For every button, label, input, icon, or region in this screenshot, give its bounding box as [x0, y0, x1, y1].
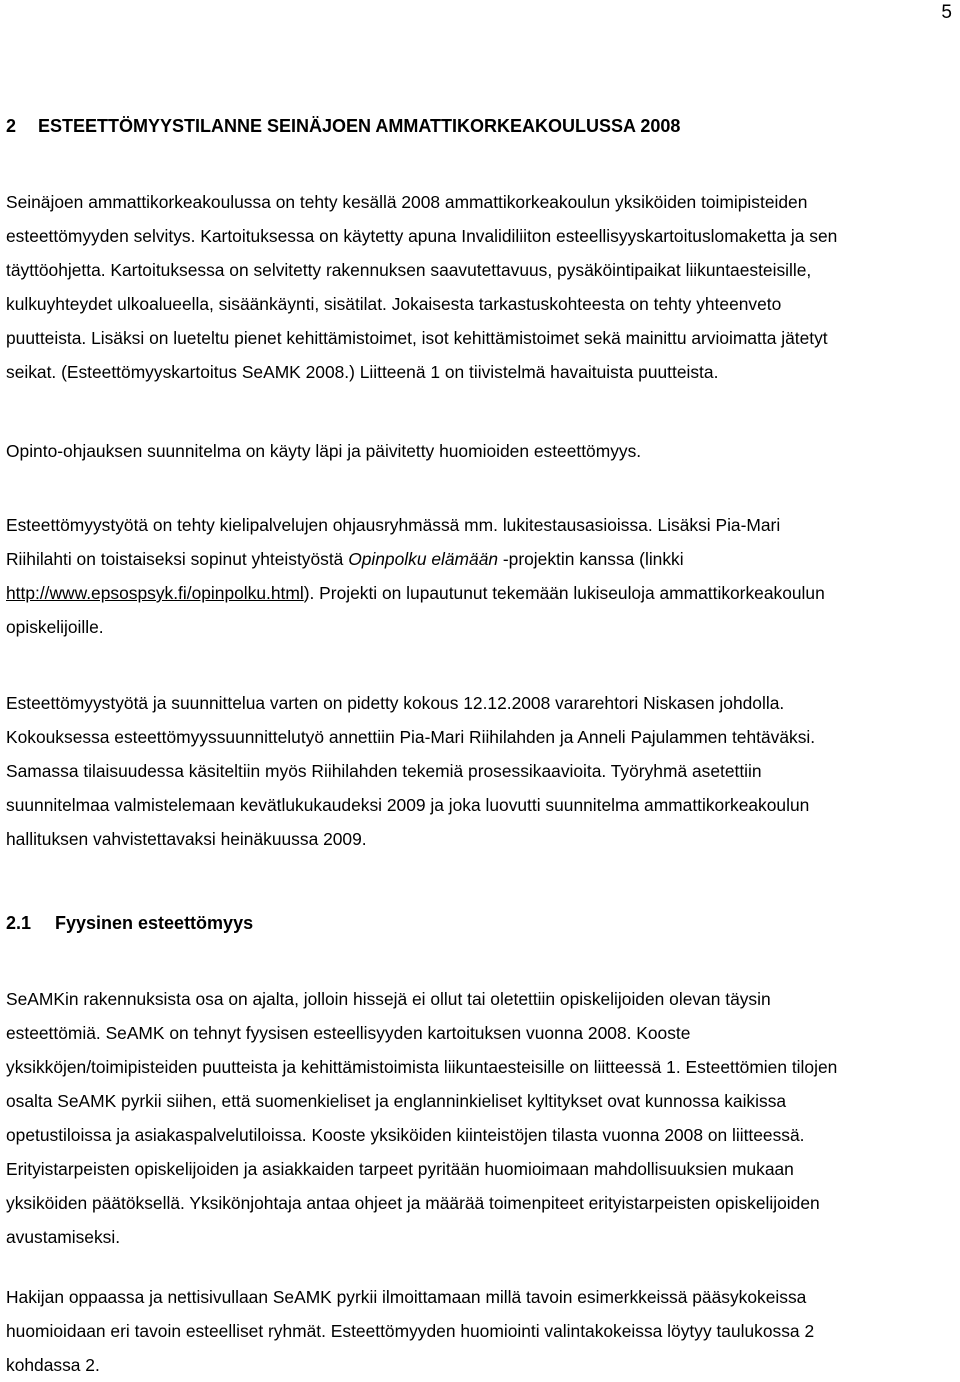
paragraph-line: opetustiloissa ja asiakaspalvelutiloissa. Kooste yksiköiden kiinteistöjen tilasta vuonna 2008 on liitteessä. — [6, 1125, 805, 1145]
paragraph-line: suunnitelmaa valmistelemaan kevätlukukaudeksi 2009 ja joka luovutti suunnitelma ammattikorkeakoulun — [6, 795, 810, 815]
paragraph-line: puutteista. Lisäksi on lueteltu pienet kehittämistoimet, isot kehittämistoimet sekä mainittu arvioimatta jätetyt — [6, 328, 828, 348]
subsection-heading — [6, 913, 253, 934]
paragraph-line: Seinäjoen ammattikorkeakoulussa on tehty kesällä 2008 ammattikorkeakoulun yksiköiden toimipisteiden — [6, 192, 808, 212]
paragraph-line: kohdassa 2. — [6, 1355, 100, 1375]
paragraph-line: hallituksen vahvistettavaksi heinäkuussa 2009. — [6, 829, 367, 849]
subsection-number: 2.1 — [6, 913, 32, 933]
paragraph-line: Kokouksessa esteettömyyssuunnittelutyö annettiin Pia-Mari Riihilahden ja Anneli Pajulammen tehtäväksi. — [6, 727, 816, 747]
paragraph-line: seikat. (Esteettömyyskartoitus SeAMK 2008.) Liitteenä 1 on tiivistelmä havaituista puutteista. — [6, 362, 719, 382]
paragraph-line: Erityistarpeisten opiskelijoiden ja asiakkaiden tarpeet pyritään huomioimaan mahdollisuuksien mukaan — [6, 1159, 794, 1179]
paragraph-line: Esteettömyystyötä ja suunnittelua varten on pidetty kokous 12.12.2008 vararehtori Niskasen johdolla. — [6, 693, 785, 713]
paragraph-line: osalta SeAMK pyrkii siihen, että suomenkieliset ja englanninkieliset kyltitykset ovat kunnossa kaikissa — [6, 1091, 787, 1111]
section-heading — [6, 116, 680, 137]
paragraph-meeting — [6, 686, 950, 856]
paragraph-line: SeAMKin rakennuksista osa on ajalta, jolloin hissejä ei ollut tai oletettiin opiskelijoiden olevan täysin — [6, 989, 771, 1009]
paragraph-line: kulkuyhteydet ulkoalueella, sisäänkäynti, sisätilat. Jokaisesta tarkastuskohteesta on tehty yhteenveto — [6, 294, 782, 314]
paragraph-line — [6, 542, 950, 576]
paragraph-line: Opinto-ohjauksen suunnitelma on käyty läpi ja päivitetty huomioiden esteettömyys. — [6, 441, 642, 461]
project-name: Opinpolku elämään — [348, 549, 499, 569]
paragraph-line: esteettömiä. SeAMK on tehnyt fyysisen esteellisyyden kartoituksen vuonna 2008. Kooste — [6, 1023, 691, 1043]
text-run: Riihilahti on toistaiseksi sopinut yhteistyöstä — [6, 549, 349, 569]
paragraph-applicant-guide — [6, 1280, 950, 1382]
subsection-title: Fyysinen esteettömyys — [55, 913, 254, 933]
paragraph-line: Samassa tilaisuudessa käsiteltiin myös Riihilahden tekemiä prosessikaavioita. Työryhmä asetettiin — [6, 761, 762, 781]
paragraph-line: opiskelijoille. — [6, 617, 104, 637]
paragraph-line: yksiköiden päätöksellä. Yksikönjohtaja antaa ohjeet ja määrää toimenpiteet erityistarpeisten opiskelijoiden — [6, 1193, 820, 1213]
paragraph-line: esteettömyyden selvitys. Kartoituksessa on käytetty apuna Invalidiliiton esteellisyyskartoituslomaketta ja sen — [6, 226, 838, 246]
page-number: 5 — [941, 2, 952, 23]
paragraph-line — [6, 576, 950, 610]
paragraph-line: Esteettömyystyötä on tehty kielipalvelujen ohjausryhmässä mm. lukitestausasioissa. Lisäksi Pia-Mari — [6, 515, 781, 535]
opinpolku-link[interactable]: http://www.epsospsyk.fi/opinpolku.html — [6, 583, 304, 603]
paragraph-physical-accessibility — [6, 982, 950, 1254]
text-run: -projektin kanssa (linkki — [498, 549, 684, 569]
paragraph-line: täyttöohjetta. Kartoituksessa on selvitetty rakennuksen saavutettavuus, pysäköintipaikat liikuntaesteisille, — [6, 260, 812, 280]
paragraph-survey — [6, 185, 950, 389]
paragraph-line: yksikköjen/toimipisteiden puutteista ja kehittämistoimista liikuntaesteisille on liitteessä 1. Esteettömien tilojen — [6, 1057, 838, 1077]
section-number: 2 — [6, 116, 17, 136]
paragraph-line: avustamiseksi. — [6, 1227, 121, 1247]
paragraph-language-services — [6, 508, 950, 644]
text-run: ). Projekti on lupautunut tekemään lukiseuloja ammattikorkeakoulun — [303, 583, 825, 603]
section-title: ESTEETTÖMYYSTILANNE SEINÄJOEN AMMATTIKORKEAKOULUSSA 2008 — [38, 116, 681, 136]
paragraph-line: huomioidaan eri tavoin esteelliset ryhmät. Esteettömyyden huomiointi valintakokeissa löytyy taulukossa 2 — [6, 1321, 815, 1341]
paragraph-line: Hakijan oppaassa ja nettisivullaan SeAMK pyrkii ilmoittamaan millä tavoin esimerkkeissä pääsykokeissa — [6, 1287, 807, 1307]
paragraph-guidance — [6, 434, 950, 468]
